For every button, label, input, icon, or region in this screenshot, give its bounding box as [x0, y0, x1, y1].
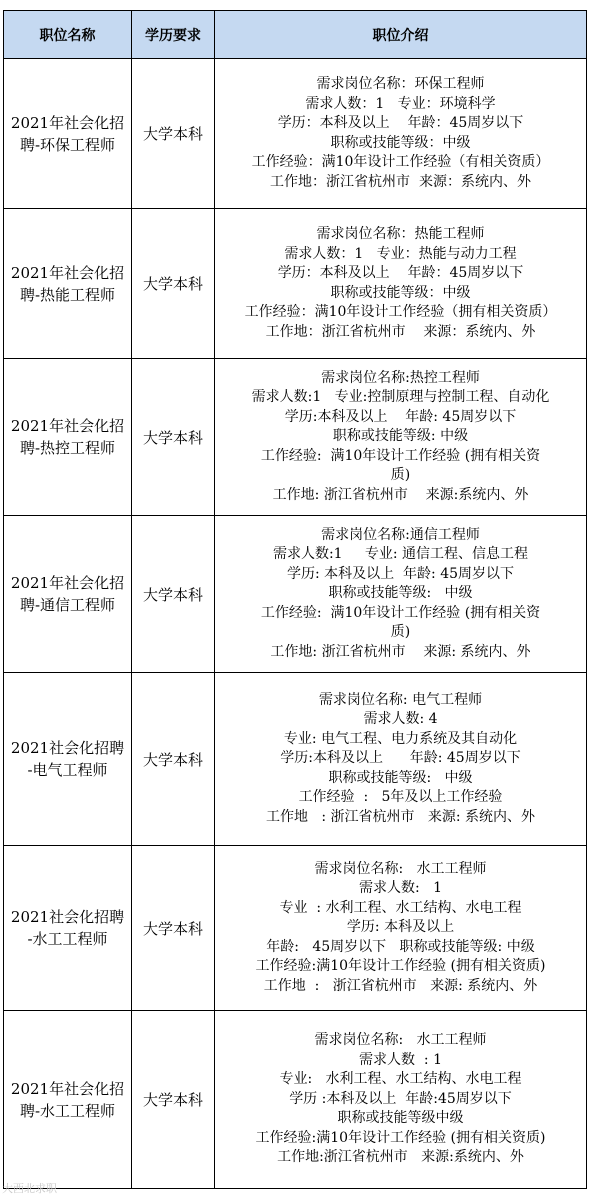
description-line: 工作经验 : 5年及以上工作经验 — [298, 789, 503, 806]
description-line: 需求人数: 1 — [359, 880, 442, 897]
header-job-description: 职位介绍 — [215, 11, 587, 59]
job-description-cell — [215, 846, 587, 1011]
job-description-cell — [215, 59, 587, 209]
education-cell: 大学本科 — [132, 1011, 215, 1189]
description-line: 需求人数 : 1 — [359, 1051, 442, 1068]
education-cell: 大学本科 — [132, 359, 215, 516]
description-line: 需求人数：1 专业：环境科学 — [305, 95, 496, 112]
education-cell: 大学本科 — [132, 209, 215, 359]
watermark: 大西北求职 — [2, 1182, 57, 1195]
description-line: 需求岗位名称:通信工程师 — [321, 526, 480, 543]
table-row — [4, 359, 587, 516]
table-row — [4, 673, 587, 846]
description-line: 职称或技能等级中级 — [337, 1110, 464, 1127]
education-cell: 大学本科 — [132, 846, 215, 1011]
description-line: 职称或技能等级: 中级 — [332, 428, 469, 445]
description-line: 质) — [390, 467, 411, 484]
job-title-cell — [4, 516, 132, 673]
table-body — [4, 59, 587, 1189]
description-line: 需求人数：1 专业：热能与动力工程 — [284, 245, 517, 262]
job-title-line: 聘-水工工程师 — [19, 1101, 116, 1120]
job-title-cell — [4, 673, 132, 846]
description-line: 工作地: 浙江省杭州市 来源: 系统内、外 — [270, 643, 531, 660]
job-description-cell — [215, 209, 587, 359]
description-line: 工作经验:满10年设计工作经验 (拥有相关资质) — [255, 1129, 546, 1146]
job-title-cell — [4, 59, 132, 209]
description-line: 需求人数:1 专业:控制原理与控制工程、自动化 — [251, 389, 550, 406]
description-line: 学历:本科及以上 年龄: 45周岁以下 — [284, 408, 517, 425]
description-line: 需求岗位名称：环保工程师 — [316, 76, 485, 92]
job-title-line: 2021社会化招聘 — [10, 739, 125, 757]
description-line: 职称或技能等级：中级 — [330, 134, 471, 151]
description-line: 学历:本科及以上 年龄: 45周岁以下 — [280, 750, 521, 767]
table-header-row — [4, 11, 587, 59]
description-line: 学历: 本科及以上 年龄: 45周岁以下 — [286, 565, 515, 582]
description-line: 工作地: 浙江省杭州市 来源:系统内、外 — [272, 486, 529, 503]
description-line: 需求岗位名称: 水工工程师 — [314, 860, 487, 877]
job-title-line: 2021年社会化招 — [10, 263, 125, 282]
description-line: 需求人数:1 专业: 通信工程、信息工程 — [272, 546, 529, 563]
job-title-line: 聘-热能工程师 — [19, 285, 116, 304]
education-cell: 大学本科 — [132, 516, 215, 673]
description-line: 需求人数: 4 — [363, 711, 438, 728]
description-line: 职称或技能等级: 中级 — [328, 769, 473, 786]
job-title-line: 2021社会化招聘 — [10, 908, 125, 926]
job-title-cell — [4, 1011, 132, 1189]
description-line: 专业: 水利工程、水工结构、水电工程 — [279, 1071, 522, 1088]
header-education: 学历要求 — [132, 11, 215, 59]
job-description-cell — [215, 516, 587, 673]
description-line: 工作经验：满10年设计工作经验（有相关资质） — [251, 154, 550, 170]
description-line: 工作地:浙江省杭州市 来源:系统内、外 — [277, 1149, 524, 1166]
education-cell: 大学本科 — [132, 59, 215, 209]
job-description-cell — [215, 359, 587, 516]
description-line: 专业: 电气工程、电力系统及其自动化 — [283, 730, 518, 747]
table-row — [4, 516, 587, 673]
job-title-line: 聘-环保工程师 — [19, 135, 116, 154]
description-line: 学历：本科及以上 年龄：45周岁以下 — [277, 115, 524, 131]
job-title-line: 2021年社会化招 — [10, 1079, 125, 1098]
job-title-line: 2021年社会化招 — [10, 417, 125, 435]
description-line: 工作经验：满10年设计工作经验（拥有相关资质） — [244, 304, 557, 320]
description-line: 年龄: 45周岁以下 职称或技能等级: 中级 — [266, 938, 535, 955]
description-line: 职称或技能等级: 中级 — [328, 585, 473, 602]
job-title-cell — [4, 846, 132, 1011]
job-title-line: 2021年社会化招 — [10, 113, 125, 132]
description-line: 工作经验: 满10年设计工作经验 (拥有相关资 — [260, 447, 541, 464]
description-line: 质) — [390, 624, 411, 641]
job-description-cell — [215, 1011, 587, 1189]
description-line: 工作经验:满10年设计工作经验 (拥有相关资质) — [255, 958, 546, 975]
description-line: 学历: 本科及以上 — [346, 919, 455, 936]
table-row — [4, 846, 587, 1011]
description-line: 需求岗位名称：热能工程师 — [316, 226, 485, 242]
job-title-cell — [4, 359, 132, 516]
description-line: 需求岗位名称: 电气工程师 — [318, 691, 483, 708]
table-row — [4, 209, 587, 359]
job-title-line: 聘-热控工程师 — [19, 439, 116, 457]
header-job-name: 职位名称 — [4, 11, 132, 59]
description-line: 学历：本科及以上 年龄：45周岁以下 — [277, 265, 524, 281]
description-line: 工作地 : 浙江省杭州市 来源: 系统内、外 — [265, 808, 536, 825]
description-line: 需求岗位名称: 水工工程师 — [314, 1032, 487, 1049]
description-line: 工作地：浙江省杭州市 来源：系统内、外 — [265, 323, 536, 340]
description-line: 需求岗位名称:热控工程师 — [321, 369, 480, 386]
job-title-line: -电气工程师 — [27, 761, 108, 779]
job-table — [3, 10, 587, 1189]
job-title-cell — [4, 209, 132, 359]
description-line: 学历 :本科及以上 年龄:45周岁以下 — [289, 1090, 512, 1107]
description-line: 专业 : 水利工程、水工结构、水电工程 — [279, 899, 522, 916]
description-line: 职称或技能等级：中级 — [330, 284, 471, 301]
job-description-cell — [215, 673, 587, 846]
table-row — [4, 1011, 587, 1189]
description-line: 工作地：浙江省杭州市 来源：系统内、外 — [270, 173, 531, 190]
job-title-line: 聘-通信工程师 — [19, 596, 116, 614]
table-row — [4, 59, 587, 209]
description-line: 工作地 : 浙江省杭州市 来源: 系统内、外 — [263, 977, 538, 994]
job-title-line: -水工工程师 — [27, 930, 108, 948]
description-line: 工作经验: 满10年设计工作经验 (拥有相关资 — [260, 604, 541, 621]
education-cell: 大学本科 — [132, 673, 215, 846]
job-title-line: 2021年社会化招 — [10, 574, 125, 592]
